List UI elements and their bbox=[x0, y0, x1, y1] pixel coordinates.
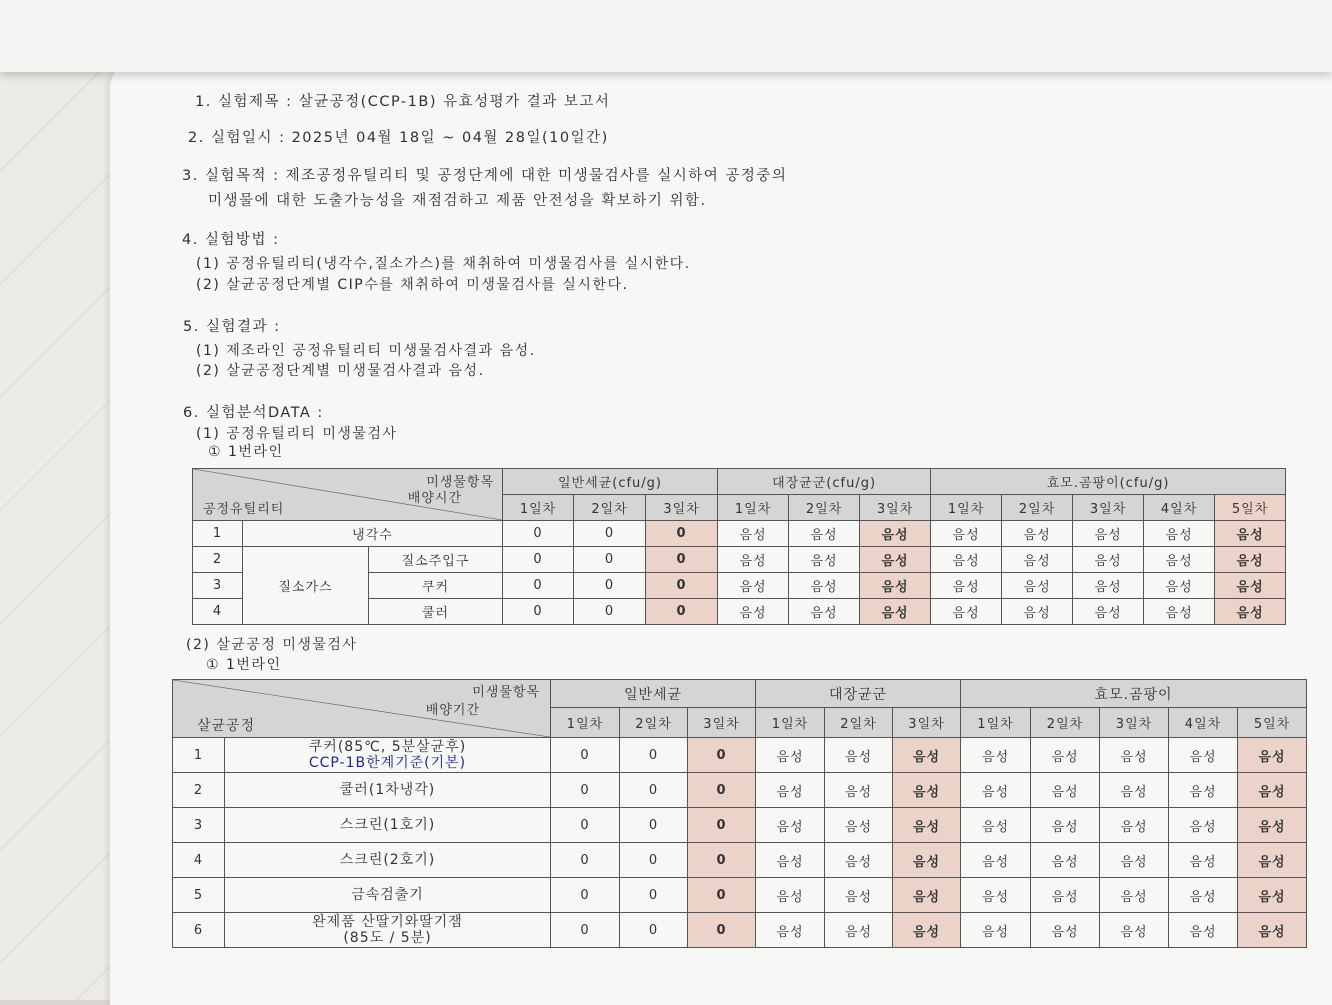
result-cell: 음성 bbox=[931, 521, 1002, 547]
result-cell: 음성 bbox=[961, 843, 1031, 878]
table2-corner-header bbox=[173, 680, 551, 738]
result-cell: 음성 bbox=[1144, 573, 1215, 599]
day-header: 3일차 bbox=[860, 495, 931, 521]
result-cell: 음성 bbox=[1073, 547, 1144, 573]
day-header: 1일차 bbox=[551, 708, 620, 738]
method-item-1: (1) 공정유틸리티(냉각수,질소가스)를 채취하여 미생물검사를 실시한다. bbox=[196, 256, 691, 272]
utility-subname: 쿨러 bbox=[369, 599, 503, 625]
day-header: 1일차 bbox=[756, 708, 825, 738]
row-number: 4 bbox=[173, 843, 225, 878]
day-header: 5일차 bbox=[1238, 708, 1307, 738]
day-header: 3일차 bbox=[1073, 495, 1144, 521]
result-cell: 0 bbox=[688, 773, 756, 808]
result-cell: 음성 bbox=[931, 599, 1002, 625]
result-cell: 0 bbox=[646, 521, 718, 547]
result-cell: 0 bbox=[646, 547, 718, 573]
row-number: 2 bbox=[193, 547, 243, 573]
table2-body bbox=[173, 738, 1307, 948]
process-name-line: 쿨러(1차냉각) bbox=[339, 782, 436, 798]
result-cell: 음성 bbox=[1100, 773, 1169, 808]
table-row bbox=[193, 547, 1286, 573]
result-cell: 음성 bbox=[756, 773, 825, 808]
result-cell: 음성 bbox=[1073, 573, 1144, 599]
result-cell: 음성 bbox=[756, 878, 825, 913]
result-cell: 0 bbox=[574, 521, 646, 547]
section-1-title: 1. 실험제목 : 살균공정(CCP-1B) 유효성평가 결과 보고서 bbox=[195, 94, 611, 110]
data-sub-2: (2) 살균공정 미생물검사 bbox=[186, 637, 358, 653]
day-header: 2일차 bbox=[1031, 708, 1100, 738]
process-name bbox=[225, 843, 551, 878]
table-row bbox=[173, 738, 1307, 773]
section-4-method: 4. 실험방법 : bbox=[182, 232, 280, 248]
process-name-line: 금속검출기 bbox=[351, 887, 424, 903]
result-cell: 음성 bbox=[1144, 521, 1215, 547]
table2-corner-time: 배양기간 bbox=[425, 703, 480, 718]
result-cell: 0 bbox=[503, 521, 574, 547]
section-6-data: 6. 실험분석DATA : bbox=[183, 405, 324, 421]
result-cell: 음성 bbox=[718, 547, 789, 573]
table1-corner-process: 공정유틸리티 bbox=[203, 502, 285, 517]
result-cell: 음성 bbox=[789, 547, 860, 573]
result-cell: 음성 bbox=[931, 547, 1002, 573]
result-cell: 0 bbox=[688, 808, 756, 843]
result-cell: 음성 bbox=[961, 738, 1031, 773]
result-cell: 음성 bbox=[756, 913, 825, 948]
table-row bbox=[173, 878, 1307, 913]
result-cell: 0 bbox=[574, 573, 646, 599]
table2-group-coliform: 대장균군 bbox=[756, 680, 961, 708]
result-cell: 음성 bbox=[893, 808, 961, 843]
table2-corner-item: 미생물항목 bbox=[472, 685, 540, 700]
process-name-line: 완제품 산딸기와딸기잼 bbox=[312, 914, 463, 930]
result-cell: 음성 bbox=[825, 878, 893, 913]
result-cell: 음성 bbox=[718, 521, 789, 547]
result-cell: 음성 bbox=[860, 599, 931, 625]
result-cell: 음성 bbox=[1215, 573, 1286, 599]
day-header: 3일차 bbox=[688, 708, 756, 738]
result-cell: 음성 bbox=[825, 773, 893, 808]
result-cell: 음성 bbox=[893, 843, 961, 878]
result-cell: 음성 bbox=[825, 808, 893, 843]
process-name-note: (85도 / 5분) bbox=[343, 930, 432, 946]
method-item-2: (2) 살균공정단계별 CIP수를 채취하여 미생물검사를 실시한다. bbox=[196, 277, 629, 293]
process-name-line: 스크린(1호기) bbox=[339, 817, 436, 833]
day-header: 2일차 bbox=[789, 495, 860, 521]
utility-subname: 쿠커 bbox=[369, 573, 503, 599]
result-cell: 0 bbox=[574, 599, 646, 625]
result-cell: 음성 bbox=[756, 738, 825, 773]
result-cell: 음성 bbox=[789, 521, 860, 547]
result-cell: 음성 bbox=[1215, 599, 1286, 625]
data-sub-2-line: ① 1번라인 bbox=[206, 657, 282, 673]
result-cell: 0 bbox=[620, 913, 688, 948]
result-cell: 0 bbox=[574, 547, 646, 573]
row-number: 1 bbox=[173, 738, 225, 773]
utility-category: 질소가스 bbox=[243, 547, 369, 625]
day-header: 3일차 bbox=[1100, 708, 1169, 738]
row-number: 6 bbox=[173, 913, 225, 948]
result-cell: 0 bbox=[620, 808, 688, 843]
result-cell: 음성 bbox=[1031, 738, 1100, 773]
section-5-result: 5. 실험결과 : bbox=[183, 319, 281, 335]
day-header: 3일차 bbox=[646, 495, 718, 521]
result-cell: 0 bbox=[646, 573, 718, 599]
result-cell: 음성 bbox=[1144, 547, 1215, 573]
result-cell: 음성 bbox=[1169, 773, 1238, 808]
row-number: 1 bbox=[193, 521, 243, 547]
day-header: 1일차 bbox=[503, 495, 574, 521]
process-name-line: 쿠커(85℃, 5분살균후) bbox=[308, 739, 467, 755]
section-2-date: 2. 실험일시 : 2025년 04월 18일 ~ 04월 28일(10일간) bbox=[188, 130, 609, 146]
day-header: 4일차 bbox=[1144, 495, 1215, 521]
result-cell: 음성 bbox=[1100, 878, 1169, 913]
table-row bbox=[173, 843, 1307, 878]
day-header: 2일차 bbox=[825, 708, 893, 738]
result-cell: 음성 bbox=[1238, 843, 1307, 878]
result-cell: 음성 bbox=[825, 738, 893, 773]
process-name bbox=[225, 878, 551, 913]
result-cell: 음성 bbox=[893, 773, 961, 808]
result-cell: 음성 bbox=[825, 913, 893, 948]
table1-corner-item: 미생물항목 bbox=[426, 475, 495, 490]
result-cell: 0 bbox=[551, 808, 620, 843]
utility-subname: 질소주입구 bbox=[369, 547, 503, 573]
table-row bbox=[193, 521, 1286, 547]
day-header: 2일차 bbox=[620, 708, 688, 738]
result-cell: 음성 bbox=[1238, 738, 1307, 773]
result-cell: 0 bbox=[620, 738, 688, 773]
result-cell: 음성 bbox=[756, 808, 825, 843]
result-cell: 0 bbox=[688, 843, 756, 878]
folded-top-sheet bbox=[0, 0, 1332, 72]
row-number: 3 bbox=[193, 573, 243, 599]
result-cell: 음성 bbox=[860, 573, 931, 599]
table1-group-coliform: 대장균군(cfu/g) bbox=[718, 469, 931, 495]
result-cell: 음성 bbox=[1144, 599, 1215, 625]
table-row bbox=[173, 773, 1307, 808]
result-cell: 음성 bbox=[825, 843, 893, 878]
result-cell: 음성 bbox=[1031, 913, 1100, 948]
result-cell: 음성 bbox=[1002, 521, 1073, 547]
day-header: 2일차 bbox=[574, 495, 646, 521]
result-cell: 0 bbox=[551, 773, 620, 808]
result-cell: 음성 bbox=[1169, 843, 1238, 878]
result-cell: 0 bbox=[646, 599, 718, 625]
result-cell: 0 bbox=[620, 773, 688, 808]
day-header: 3일차 bbox=[893, 708, 961, 738]
day-header: 1일차 bbox=[931, 495, 1002, 521]
result-cell: 음성 bbox=[1031, 878, 1100, 913]
result-cell: 음성 bbox=[1031, 808, 1100, 843]
result-cell: 음성 bbox=[1100, 808, 1169, 843]
result-cell: 0 bbox=[551, 878, 620, 913]
process-name bbox=[225, 773, 551, 808]
table2-corner-process: 살균공정 bbox=[197, 718, 256, 734]
day-header: 1일차 bbox=[961, 708, 1031, 738]
row-number: 3 bbox=[173, 808, 225, 843]
result-cell: 음성 bbox=[1238, 773, 1307, 808]
result-cell: 음성 bbox=[1100, 913, 1169, 948]
result-cell: 0 bbox=[620, 843, 688, 878]
result-cell: 0 bbox=[620, 878, 688, 913]
table1-group-general: 일반세균(cfu/g) bbox=[503, 469, 718, 495]
day-header: 1일차 bbox=[718, 495, 789, 521]
result-cell: 0 bbox=[503, 599, 574, 625]
result-cell: 음성 bbox=[931, 573, 1002, 599]
result-cell: 음성 bbox=[718, 599, 789, 625]
result-cell: 음성 bbox=[1238, 913, 1307, 948]
result-cell: 음성 bbox=[1169, 878, 1238, 913]
process-name-note: CCP-1B한계기준(기본) bbox=[308, 755, 467, 771]
result-cell: 음성 bbox=[961, 878, 1031, 913]
result-cell: 0 bbox=[688, 878, 756, 913]
result-cell: 음성 bbox=[961, 913, 1031, 948]
table-row bbox=[173, 808, 1307, 843]
result-cell: 음성 bbox=[1031, 773, 1100, 808]
result-cell: 0 bbox=[503, 547, 574, 573]
day-header: 2일차 bbox=[1002, 495, 1073, 521]
result-cell: 음성 bbox=[860, 521, 931, 547]
result-cell: 음성 bbox=[1100, 843, 1169, 878]
process-name bbox=[225, 913, 551, 948]
result-cell: 음성 bbox=[1073, 599, 1144, 625]
data-sub-1-line: ① 1번라인 bbox=[208, 444, 284, 460]
result-cell: 0 bbox=[551, 913, 620, 948]
result-cell: 음성 bbox=[1215, 547, 1286, 573]
section-3-purpose: 3. 실험목적 : 제조공정유틸리티 및 공정단계에 대한 미생물검사를 실시하여 공정중의 bbox=[182, 168, 788, 184]
result-cell: 음성 bbox=[1002, 547, 1073, 573]
row-number: 5 bbox=[173, 878, 225, 913]
table1-body bbox=[193, 521, 1286, 625]
result-cell: 0 bbox=[503, 573, 574, 599]
process-name-line: 스크린(2호기) bbox=[339, 852, 436, 868]
result-cell: 음성 bbox=[893, 913, 961, 948]
result-cell: 음성 bbox=[1002, 599, 1073, 625]
result-cell: 0 bbox=[551, 843, 620, 878]
result-cell: 0 bbox=[688, 738, 756, 773]
result-cell: 0 bbox=[688, 913, 756, 948]
result-cell: 음성 bbox=[1169, 913, 1238, 948]
result-item-1: (1) 제조라인 공정유틸리티 미생물검사결과 음성. bbox=[196, 343, 536, 359]
process-name bbox=[225, 738, 551, 773]
sterilization-microbe-table bbox=[172, 679, 1307, 948]
result-cell: 음성 bbox=[1238, 878, 1307, 913]
section-3-purpose-cont: 미생물에 대한 도출가능성을 재점검하고 제품 안전성을 확보하기 위함. bbox=[208, 193, 707, 209]
result-cell: 음성 bbox=[1215, 521, 1286, 547]
day-header: 5일차 bbox=[1215, 495, 1286, 521]
result-cell: 음성 bbox=[860, 547, 931, 573]
result-item-2: (2) 살균공정단계별 미생물검사결과 음성. bbox=[196, 363, 485, 379]
result-cell: 음성 bbox=[893, 878, 961, 913]
table2-group-yeast: 효모.곰팡이 bbox=[961, 680, 1307, 708]
result-cell: 음성 bbox=[789, 599, 860, 625]
result-cell: 음성 bbox=[1031, 843, 1100, 878]
result-cell: 음성 bbox=[1100, 738, 1169, 773]
table1-group-yeast: 효모.곰팡이(cfu/g) bbox=[931, 469, 1286, 495]
result-cell: 0 bbox=[551, 738, 620, 773]
data-sub-1: (1) 공정유틸리티 미생물검사 bbox=[196, 426, 398, 442]
process-name bbox=[225, 808, 551, 843]
utility-microbe-table bbox=[192, 468, 1286, 625]
binder-background bbox=[0, 0, 120, 1000]
table-row bbox=[173, 913, 1307, 948]
row-number: 4 bbox=[193, 599, 243, 625]
row-number: 2 bbox=[173, 773, 225, 808]
result-cell: 음성 bbox=[1169, 808, 1238, 843]
table2-group-general: 일반세균 bbox=[551, 680, 756, 708]
result-cell: 음성 bbox=[1002, 573, 1073, 599]
result-cell: 음성 bbox=[961, 773, 1031, 808]
table1-corner-header bbox=[193, 469, 503, 521]
result-cell: 음성 bbox=[1238, 808, 1307, 843]
result-cell: 음성 bbox=[756, 843, 825, 878]
table1-corner-time: 배양시간 bbox=[407, 491, 463, 506]
utility-name: 냉각수 bbox=[243, 521, 503, 547]
result-cell: 음성 bbox=[789, 573, 860, 599]
result-cell: 음성 bbox=[961, 808, 1031, 843]
result-cell: 음성 bbox=[893, 738, 961, 773]
result-cell: 음성 bbox=[1169, 738, 1238, 773]
result-cell: 음성 bbox=[718, 573, 789, 599]
result-cell: 음성 bbox=[1073, 521, 1144, 547]
day-header: 4일차 bbox=[1169, 708, 1238, 738]
